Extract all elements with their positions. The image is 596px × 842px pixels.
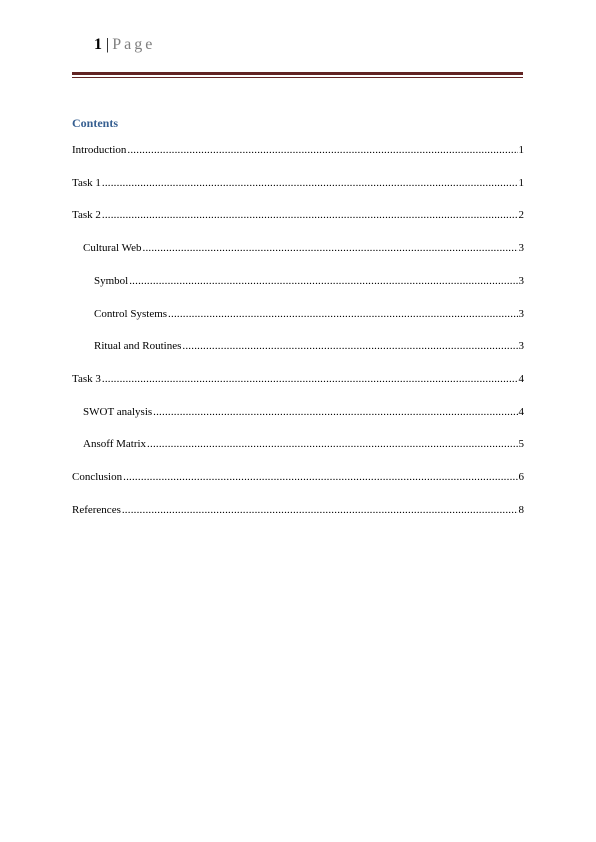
toc-leader-dots (127, 142, 517, 158)
toc-entry-label: Task 2 (72, 209, 101, 222)
toc-entry-label: Ansoff Matrix (83, 438, 147, 451)
toc-entry-page: 4 (518, 372, 524, 385)
toc-entry-page: 3 (518, 307, 524, 320)
header-rule-thick (72, 72, 523, 75)
toc-entry-page: 1 (518, 144, 524, 156)
toc-title: Contents (72, 116, 119, 130)
toc-entry-page: 2 (518, 209, 524, 222)
toc-leader-dots (102, 371, 518, 387)
header-page-number: 1 (94, 36, 102, 53)
toc-entry-label: Ritual and Routines (94, 340, 182, 353)
toc-entry-label: SWOT analysis (83, 405, 153, 418)
toc-entry-cultural-web[interactable] (83, 240, 524, 256)
toc-entry-page: 3 (518, 242, 524, 255)
toc-entry-symbol[interactable] (94, 273, 524, 289)
toc-entry-swot-analysis[interactable] (83, 404, 524, 420)
toc-leader-dots (129, 273, 517, 289)
toc-entry-page: 8 (518, 503, 524, 516)
toc-entry-label: Task 3 (72, 372, 101, 385)
toc-entry-page: 6 (518, 471, 524, 483)
toc-entry-introduction[interactable] (72, 142, 524, 158)
toc-entry-label: Control Systems (94, 307, 168, 320)
toc-entry-label: Introduction (72, 144, 127, 156)
toc-entry-references[interactable] (72, 502, 524, 518)
toc-entry-page: 1 (518, 176, 524, 189)
page-header (94, 34, 155, 56)
header-page-word: Page (112, 36, 156, 53)
toc-leader-dots (102, 207, 518, 223)
toc-entry-page: 3 (518, 274, 524, 287)
toc-entry-page: 4 (518, 405, 524, 418)
toc-leader-dots (122, 502, 518, 518)
toc-entry-label: Task 1 (72, 176, 101, 189)
toc-entry-label: Symbol (94, 274, 129, 287)
toc-entry-task-1[interactable] (72, 175, 524, 191)
toc-entry-control-systems[interactable] (94, 306, 524, 322)
toc-entry-label: Conclusion (72, 471, 123, 483)
header-separator: | (106, 36, 110, 53)
toc-entry-ansoff-matrix[interactable] (83, 436, 524, 452)
toc-entry-label: References (72, 503, 121, 516)
toc-entry-label: Cultural Web (83, 242, 142, 255)
toc-entry-page: 3 (518, 340, 524, 353)
toc-entry-task-3[interactable] (72, 371, 524, 387)
toc-leader-dots (123, 469, 517, 485)
toc-entry-page: 5 (518, 438, 524, 451)
toc-leader-dots (143, 240, 518, 256)
toc-leader-dots (168, 306, 517, 322)
toc-entry-conclusion[interactable] (72, 469, 524, 485)
header-rule-thin (72, 77, 523, 78)
toc-leader-dots (147, 436, 517, 452)
toc-leader-dots (102, 175, 518, 191)
toc-entry-task-2[interactable] (72, 207, 524, 223)
toc-entry-ritual-and-routines[interactable] (94, 338, 524, 354)
toc-leader-dots (182, 338, 517, 354)
toc-leader-dots (153, 404, 517, 420)
